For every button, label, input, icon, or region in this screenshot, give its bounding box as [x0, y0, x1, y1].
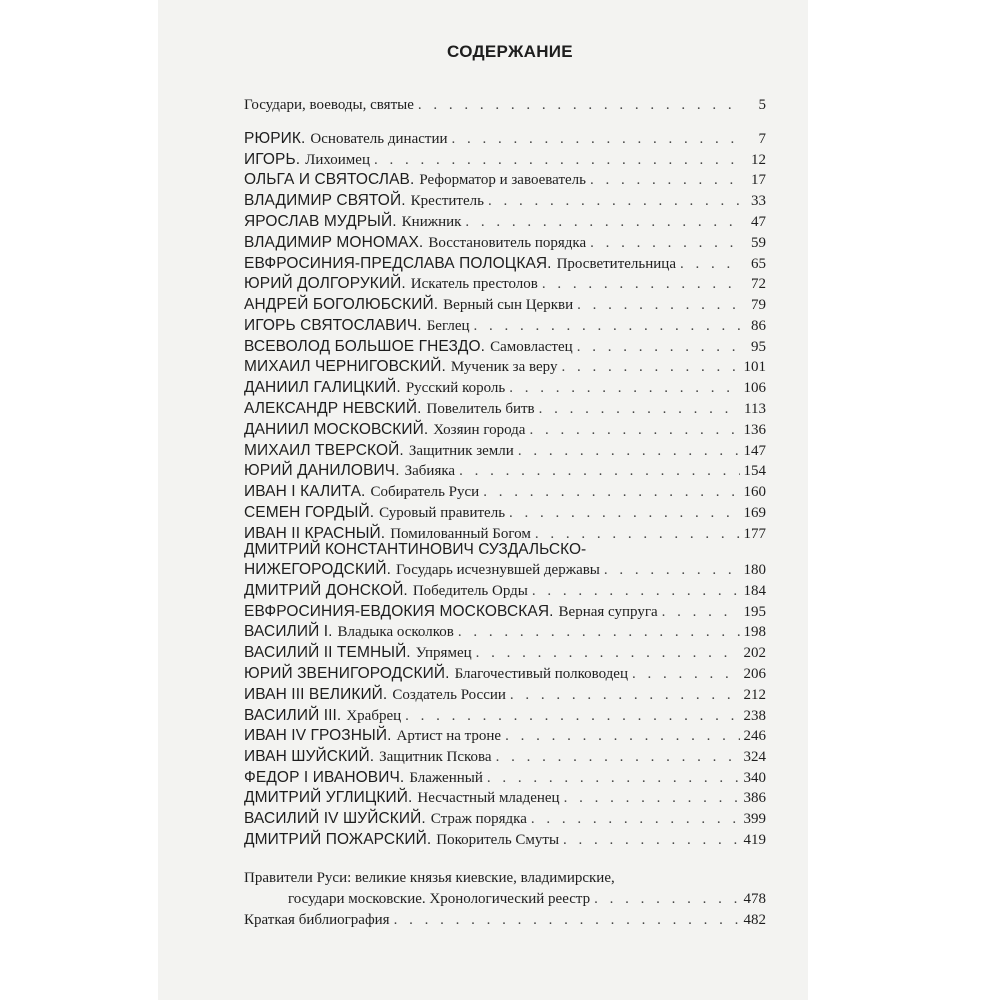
page-number: 33 [751, 193, 766, 209]
toc-entry [244, 420, 766, 442]
page-number: 17 [751, 172, 766, 188]
entry-name: ИВАН ШУЙСКИЙ. [244, 748, 375, 765]
page-number: 340 [743, 770, 766, 786]
page-number: 147 [743, 443, 766, 459]
page-number: 419 [743, 832, 766, 848]
page-number: 184 [743, 583, 766, 599]
entry-name: МИХАИЛ ТВЕРСКОЙ. [244, 442, 404, 459]
entry-description: Государь исчезнувшей державы [396, 562, 600, 578]
dot-leader [418, 95, 740, 115]
entry-name: ДАНИИЛ ГАЛИЦКИЙ. [244, 379, 401, 396]
page-number: 238 [743, 708, 766, 724]
entry-description: Блаженный [409, 770, 483, 786]
toc-entry [244, 129, 766, 151]
page-number: 482 [743, 912, 766, 928]
entry-name: МИХАИЛ ЧЕРНИГОВСКИЙ. [244, 358, 446, 375]
entry-name: ИВАН III ВЕЛИКИЙ. [244, 686, 388, 703]
entry-name: ВАСИЛИЙ II ТЕМНЫЙ. [244, 644, 411, 661]
toc-entry [244, 726, 766, 748]
entry-name: ЮРИЙ ЗВЕНИГОРОДСКИЙ. [244, 665, 450, 682]
rulers-entry-line: Правители Руси: великие князья киевские, владимирские, [244, 870, 615, 886]
entry-description: Несчастный младенец [417, 790, 560, 806]
toc-entry-name-line: ДМИТРИЙ КОНСТАНТИНОВИЧ СУЗДАЛЬСКО- [244, 541, 587, 558]
dot-leader [509, 378, 739, 398]
toc-entry [244, 602, 766, 624]
page-number: 386 [743, 790, 766, 806]
page-title: СОДЕРЖАНИЕ [447, 42, 573, 61]
entry-description: Лихоимец [305, 152, 370, 168]
entry-description: Упрямец [415, 645, 472, 661]
entry-description: Креститель [410, 193, 484, 209]
page-number: 106 [743, 380, 766, 396]
toc-entry [244, 316, 766, 338]
entry-name: АНДРЕЙ БОГОЛЮБСКИЙ. [244, 296, 439, 313]
toc-entry [244, 706, 766, 728]
page-number: 212 [743, 687, 766, 703]
entry-description: Восстановитель порядка [428, 235, 587, 251]
entry-name: ЯРОСЛАВ МУДРЫЙ. [244, 213, 397, 230]
page-number: 113 [744, 401, 766, 417]
toc-entry [244, 337, 766, 359]
entry-name: ИГОРЬ СВЯТОСЛАВИЧ. [244, 317, 422, 334]
page-number: 195 [743, 604, 766, 620]
entry-description: Краткая библиография [244, 912, 390, 928]
entry-name: НИЖЕГОРОДСКИЙ. [244, 561, 391, 578]
dot-leader [488, 191, 740, 211]
entry-description: Реформатор и завоеватель [419, 172, 586, 188]
page-number: 79 [751, 297, 766, 313]
entry-description: Защитник Пскова [379, 749, 492, 765]
page-number: 136 [743, 422, 766, 438]
page-number: 95 [751, 339, 766, 355]
entry-description: Хозяин города [433, 422, 526, 438]
entry-description: государи московские. Хронологический реестр [288, 891, 591, 907]
page-number: 72 [751, 276, 766, 292]
entry-description: Артист на троне [396, 728, 502, 744]
dot-leader [531, 809, 740, 829]
toc-entry [244, 622, 766, 644]
toc-entry [244, 830, 766, 852]
entry-description: Русский король [405, 380, 506, 396]
entry-name: ВСЕВОЛОД БОЛЬШОЕ ГНЕЗДО. [244, 338, 486, 355]
dot-leader [662, 602, 740, 622]
page-number: 180 [743, 562, 766, 578]
toc-entry [244, 643, 766, 665]
toc-entry [244, 254, 766, 276]
page-number: 246 [743, 728, 766, 744]
entry-name: ЕВФРОСИНИЯ-ЕВДОКИЯ МОСКОВСКАЯ. [244, 603, 554, 620]
dot-leader [505, 726, 739, 746]
entry-description: Храбрец [346, 708, 402, 724]
entry-name: ОЛЬГА И СВЯТОСЛАВ. [244, 171, 415, 188]
entry-name: РЮРИК. [244, 130, 306, 147]
toc-entry [244, 809, 766, 831]
dot-leader [542, 274, 740, 294]
dot-leader [561, 357, 739, 377]
entry-name: ЮРИЙ ДОЛГОРУКИЙ. [244, 275, 406, 292]
dot-leader [590, 170, 740, 190]
entry-description: Защитник земли [408, 443, 514, 459]
dot-leader [459, 461, 739, 481]
dot-leader [474, 316, 740, 336]
page-number: 169 [743, 505, 766, 521]
toc-entry [244, 685, 766, 707]
entry-description: Верная супруга [558, 604, 658, 620]
toc-entry [244, 889, 766, 911]
toc-entry [244, 233, 766, 255]
entry-name: ДМИТРИЙ ДОНСКОЙ. [244, 582, 408, 599]
entry-description: Победитель Орды [412, 583, 528, 599]
toc-entry [244, 441, 766, 463]
dot-leader [539, 399, 740, 419]
toc-entry [244, 274, 766, 296]
entry-description: Суровый правитель [379, 505, 506, 521]
entry-name: АЛЕКСАНДР НЕВСКИЙ. [244, 400, 422, 417]
entry-name: ДМИТРИЙ УГЛИЦКИЙ. [244, 789, 413, 806]
dot-leader [465, 212, 740, 232]
toc-entry [244, 503, 766, 525]
entry-description: Благочестивый полководец [454, 666, 628, 682]
toc-entry [244, 461, 766, 483]
page-number: 7 [758, 131, 766, 147]
dot-leader [577, 337, 740, 357]
entry-description: Забияка [404, 463, 456, 479]
entry-name: ИВАН II КРАСНЫЙ. [244, 525, 386, 542]
entry-name: ЕВФРОСИНИЯ-ПРЕДСЛАВА ПОЛОЦКАЯ. [244, 255, 552, 272]
page-number: 59 [751, 235, 766, 251]
entry-description: Книжник [401, 214, 462, 230]
entry-description: Беглец [426, 318, 470, 334]
entry-name: ФЕДОР I ИВАНОВИЧ. [244, 769, 405, 786]
toc-entry [244, 910, 766, 932]
toc-entry [244, 212, 766, 234]
dot-leader [487, 768, 740, 788]
toc-entry [244, 788, 766, 810]
entry-description: Повелитель битв [426, 401, 535, 417]
toc-entry [244, 399, 766, 421]
entry-description: Владыка осколков [337, 624, 454, 640]
page-number: 198 [743, 624, 766, 640]
toc-entry [244, 768, 766, 790]
toc-entry [244, 378, 766, 400]
dot-leader [509, 503, 739, 523]
dot-leader [483, 482, 739, 502]
entry-name: ВЛАДИМИР СВЯТОЙ. [244, 192, 406, 209]
page-number: 160 [743, 484, 766, 500]
dot-leader [680, 254, 740, 274]
page-number: 47 [751, 214, 766, 230]
entry-description: Мученик за веру [450, 359, 558, 375]
entry-description: Страж порядка [430, 811, 527, 827]
entry-name: ВАСИЛИЙ III. [244, 707, 342, 724]
page-number: 478 [743, 891, 766, 907]
toc-entry [244, 560, 766, 582]
toc-entry [244, 150, 766, 172]
toc-entry [244, 482, 766, 504]
entry-description: Помилованный Богом [390, 526, 531, 542]
toc-entry [244, 581, 766, 603]
page-number: 399 [743, 811, 766, 827]
page-number: 65 [751, 256, 766, 272]
entry-name: ВАСИЛИЙ IV ШУЙСКИЙ. [244, 810, 426, 827]
page-number: 12 [751, 152, 766, 168]
page-number: 177 [743, 526, 766, 542]
entry-description: Покоритель Смуты [436, 832, 560, 848]
entry-name: ЮРИЙ ДАНИЛОВИЧ. [244, 462, 400, 479]
dot-leader [632, 664, 740, 684]
toc-entry [244, 191, 766, 213]
dot-leader [577, 295, 740, 315]
entry-name: ИВАН IV ГРОЗНЫЙ. [244, 727, 392, 744]
page-number: 5 [758, 97, 766, 113]
entry-description: Основатель династии [310, 131, 448, 147]
dot-leader [518, 441, 740, 461]
dot-leader [529, 420, 739, 440]
toc-entry [244, 664, 766, 686]
entry-name: СЕМЕН ГОРДЫЙ. [244, 504, 375, 521]
page-number: 101 [743, 359, 766, 375]
entry-name: ИГОРЬ. [244, 151, 301, 168]
page-number: 206 [743, 666, 766, 682]
dot-leader [476, 643, 740, 663]
entry-name: ВЛАДИМИР МОНОМАХ. [244, 234, 424, 251]
page-number: 154 [743, 463, 766, 479]
page-number: 202 [743, 645, 766, 661]
dot-leader [394, 910, 740, 930]
entry-name: ВАСИЛИЙ I. [244, 623, 333, 640]
entry-description: Просветительница [556, 256, 676, 272]
toc-entry [244, 170, 766, 192]
dot-leader [405, 706, 739, 726]
entry-description: Создатель России [392, 687, 506, 703]
page-number: 86 [751, 318, 766, 334]
dot-leader [604, 560, 740, 580]
entry-name: ДАНИИЛ МОСКОВСКИЙ. [244, 421, 429, 438]
dot-leader [563, 830, 739, 850]
dot-leader [594, 889, 739, 909]
entry-name: ДМИТРИЙ ПОЖАРСКИЙ. [244, 831, 432, 848]
toc-entry [244, 295, 766, 317]
page-number: 324 [743, 749, 766, 765]
entry-description: Верный сын Церкви [443, 297, 574, 313]
dot-leader [374, 150, 740, 170]
toc-entry [244, 357, 766, 379]
dot-leader [532, 581, 740, 601]
entry-description: Искатель престолов [410, 276, 538, 292]
entry-description: Самовластец [490, 339, 573, 355]
toc-entry [244, 747, 766, 769]
toc-entry [244, 95, 766, 117]
dot-leader [496, 747, 740, 767]
entry-name: ИВАН I КАЛИТА. [244, 483, 366, 500]
dot-leader [458, 622, 740, 642]
dot-leader [590, 233, 740, 253]
dot-leader [564, 788, 740, 808]
dot-leader [510, 685, 740, 705]
entry-description: Собиратель Руси [370, 484, 480, 500]
entry-description: Государи, воеводы, святые [244, 97, 414, 113]
dot-leader [452, 129, 741, 149]
